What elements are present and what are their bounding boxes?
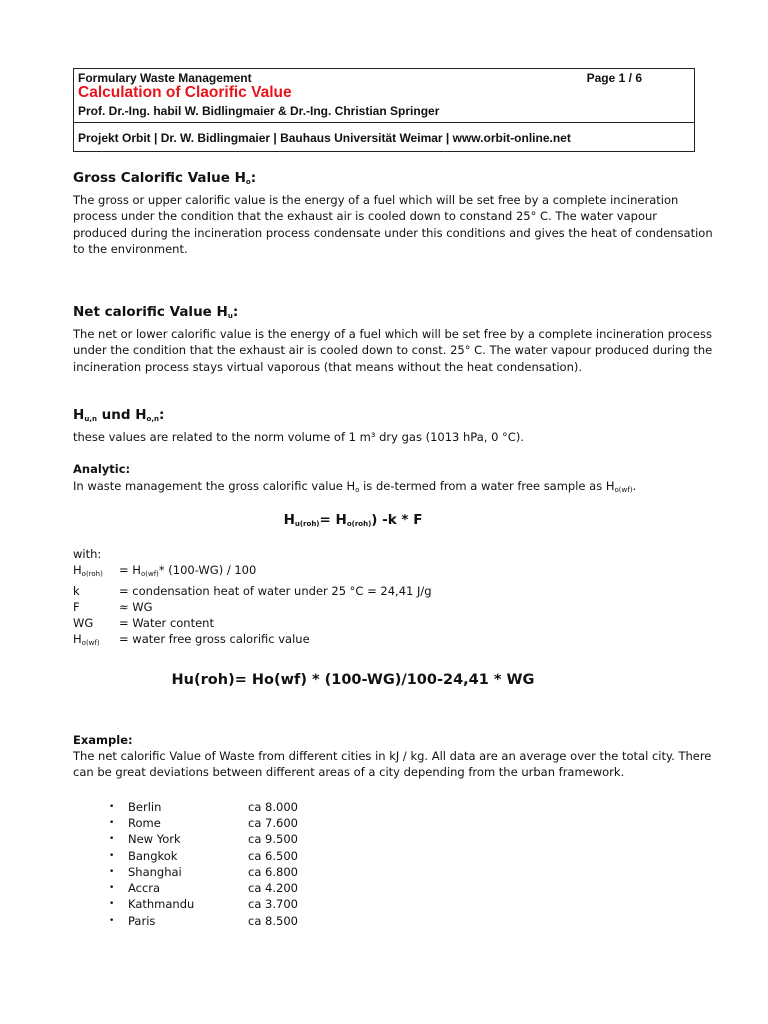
page-number: Page 1 / 6	[586, 71, 642, 85]
project-line: Projekt Orbit | Dr. W. Bidlingmaier | Bauhaus Universität Weimar | www.orbit-online.net	[78, 131, 571, 145]
norm-heading: $H_{u,n}$ und $H_{o,n}$:	[73, 407, 165, 424]
definition-row: $H_{o(wf)}$ = water free gross calorific value	[73, 632, 310, 648]
document-body	[73, 168, 713, 929]
definition-row: F ≈ WG	[73, 599, 153, 614]
list-item: • Paris ca 8.500	[109, 913, 298, 928]
definitions-table	[73, 562, 432, 651]
formula-full: Hu(roh)= Ho(wf) * (100-WG)/100-24,41 * WG	[171, 671, 535, 688]
list-item: • Berlin ca 8.000	[109, 799, 298, 814]
list-item: • Shanghai ca 6.800	[109, 864, 298, 879]
example-label: Example:	[73, 732, 133, 747]
with-label: with:	[73, 546, 102, 561]
gross-paragraph: The gross or upper calorific value is the energy of a fuel which will be set free by a complete incineration process under the condition that the exhaust air is cooled down to constand 25° C. The water vapour produced during the incineration process condensate under this conditions and gives the heat of condensation to the environment.	[73, 193, 713, 256]
document-title: Calculation of Claorific Value	[78, 84, 292, 101]
analytic-paragraph: In waste management the gross calorific value $H_o$ is de-termed from a water free sample as $H_{o(wf)}$.	[73, 478, 637, 494]
list-item: • Bangkok ca 6.500	[109, 848, 298, 863]
example-paragraph: The net calorific Value of Waste from different cities in kJ / kg. All data are an average over the total city. There can be great deviations between different areas of a city depending from the urban framework.	[73, 749, 712, 780]
norm-paragraph: these values are related to the norm volume of 1 m³ dry gas (1013 hPa, 0 °C).	[73, 430, 524, 445]
document-header	[73, 68, 695, 152]
authors: Prof. Dr.-Ing. habil W. Bidlingmaier & Dr.-Ing. Christian Springer	[78, 104, 440, 118]
header-divider	[74, 122, 694, 123]
list-item: • Rome ca 7.600	[109, 815, 298, 830]
net-heading: Net calorific Value $H_u$:	[73, 304, 239, 321]
definition-row: $H_{o(roh)}$ = $H_{o(wf)}*$ (100-WG) / 100	[73, 563, 257, 579]
formula-net-calorific: $H_{u(roh)}= H_{o(roh)}$) -k * F	[283, 511, 423, 528]
city-list	[73, 799, 713, 929]
list-item: • New York ca 9.500	[109, 832, 298, 847]
list-item: • Accra ca 4.200	[109, 881, 298, 896]
analytic-label: Analytic:	[73, 462, 131, 477]
series-title: Formulary Waste Management	[78, 71, 252, 85]
gross-heading: Gross Calorific Value $H_o$:	[73, 170, 257, 186]
definition-row: WG = Water content	[73, 616, 214, 631]
list-item: • Kathmandu ca 3.700	[109, 897, 298, 912]
definition-row: k = condensation heat of water under 25 °C = 24,41 J/g	[73, 583, 432, 598]
net-paragraph: The net or lower calorific value is the energy of a fuel which will be set free by a complete incineration process under the condition that the exhaust air is cooled down to const. 25° C. The water vapour produced during the incineration process stays virtual vaporous (that means without the heat condensation).	[73, 327, 713, 374]
